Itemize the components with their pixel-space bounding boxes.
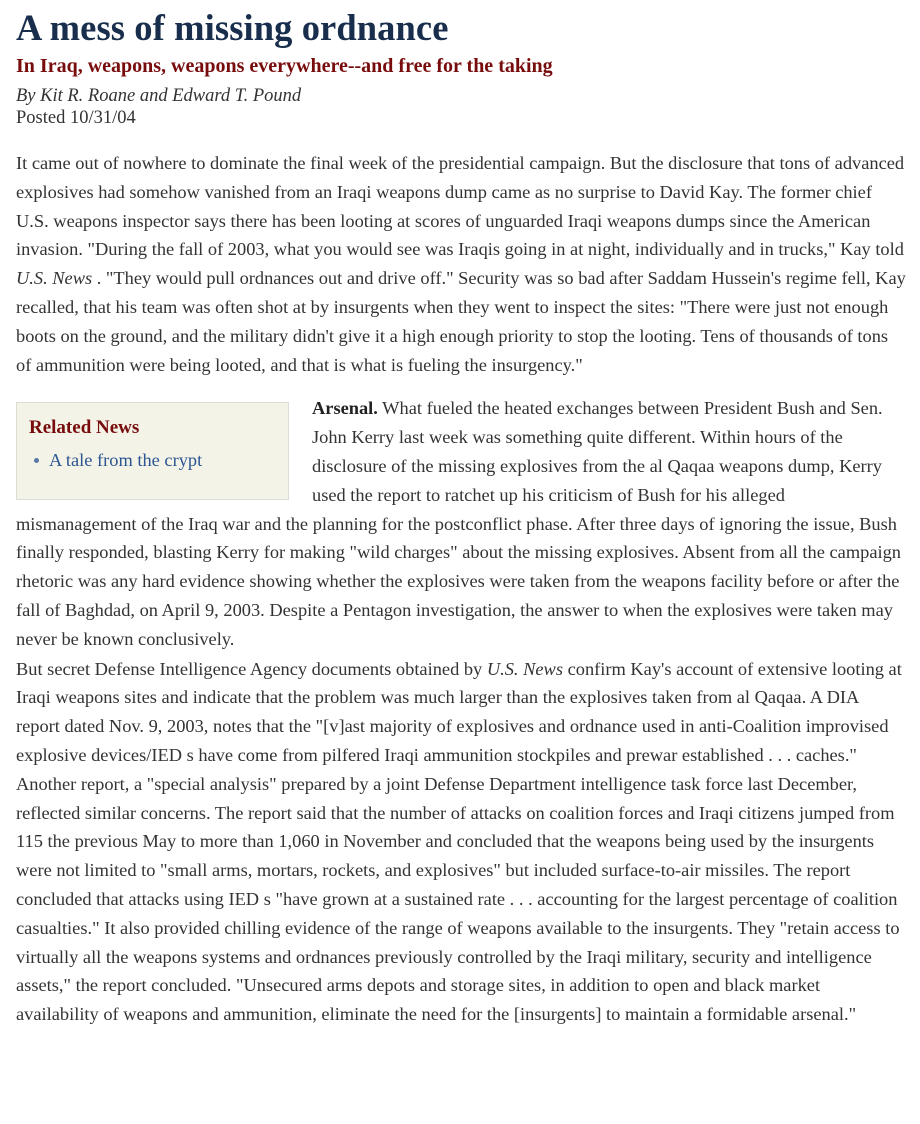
article-byline: By Kit R. Roane and Edward T. Pound: [16, 86, 302, 106]
paragraph-text: . "They would pull ordnances out and drive off." Security was so bad after Saddam Hussein's regime fell, Kay recalled, that his team was often shot at by insurgents when they went to inspect the sites: "There were just not enough boots on the ground, and the military didn't give it a high enough priority to stop the looting. Tens of thousands of tons of ammunition were being looted, and that is what is fueling the insurgency.": [16, 268, 906, 375]
article-posted-date: Posted 10/31/04: [16, 108, 136, 128]
publication-name: U.S. News: [486, 658, 563, 679]
section-lead-in: Arsenal.: [312, 398, 378, 419]
related-news-item: [29, 448, 276, 472]
paragraph-text: It came out of nowhere to dominate the final week of the presidential campaign. But the disclosure that tons of advanced explosives had somehow vanished from an Iraqi weapons dump came as no surprise to David Kay. The former chief U.S. weapons inspector says there has been looting at scores of unguarded Iraqi weapons dumps since the American invasion. "During the fall of 2003, what you would see was Iraqis going in at night, individually and in trucks," Kay told: [16, 153, 905, 260]
article-subtitle: In Iraq, weapons, weapons everywhere--and free for the taking: [16, 55, 553, 77]
related-news-link[interactable]: A tale from the crypt: [49, 450, 203, 471]
article-paragraph-1: [16, 149, 906, 379]
related-news-heading: Related News: [29, 417, 140, 439]
publication-name: U.S. News: [16, 268, 93, 289]
related-news-box: [16, 402, 289, 500]
related-news-list: [29, 448, 276, 472]
bullet-icon: [34, 458, 39, 463]
paragraph-text: confirm Kay's account of extensive looting at Iraqi weapons sites and indicate that the problem was much larger than the explosives taken from al Qaqaa. A DIA report dated Nov. 9, 2003, notes that the "[v]ast majority of explosives and ordnance used in anti-Coalition improvised explosive devices/IED s have come from pilfered Iraqi ammunition stockpiles and prewar established . . . caches." Another report, a "special analysis" prepared by a joint Defense Department intelligence task force last December, reflected similar concerns. The report said that the number of attacks on coalition forces and Iraqi citizens jumped from 115 the previous May to more than 1,060 in November and concluded that the weapons being used by the insurgents were not limited to "small arms, mortars, rockets, and explosives" but included surface-to-air missiles. The report concluded that attacks using IED s "have grown at a sustained rate . . . accounting for the largest percentage of coalition casualties." It also provided chilling evidence of the range of weapons available to the insurgents. They "retain access to virtually all the weapons systems and ordnances previously controlled by the Iraqi military, security and intelligence assets," the report concluded. "Unsecured arms depots and storage sites, in addition to open and black market availability of weapons and ammunition, eliminate the need for the [insurgents] to maintain a formidable arsenal.": [16, 658, 902, 1025]
article-paragraph-3: [16, 655, 906, 1029]
paragraph-text: But secret Defense Intelligence Agency documents obtained by: [16, 658, 487, 679]
article-section-arsenal: [16, 394, 906, 653]
article-title: A mess of missing ordnance: [16, 7, 449, 48]
paragraph-text: What fueled the heated exchanges between President Bush and Sen. John Kerry last week was something quite different. Within hours of the disclosure of the missing explosives from the al Qaqaa weapons dump, Kerry used the report to ratchet up his criticism of Bush for his alleged mismanagement of the Iraq war and the planning for the postconflict phase. After three days of ignoring the issue, Bush finally responded, blasting Kerry for making "wild charges" about the missing explosives. Absent from all the campaign rhetoric was any hard evidence showing whether the explosives were taken from the weapons facility before or after the fall of Baghdad, on April 9, 2003. Despite a Pentagon investigation, the answer to when the explosives were taken may never be known conclusively.: [16, 398, 901, 649]
